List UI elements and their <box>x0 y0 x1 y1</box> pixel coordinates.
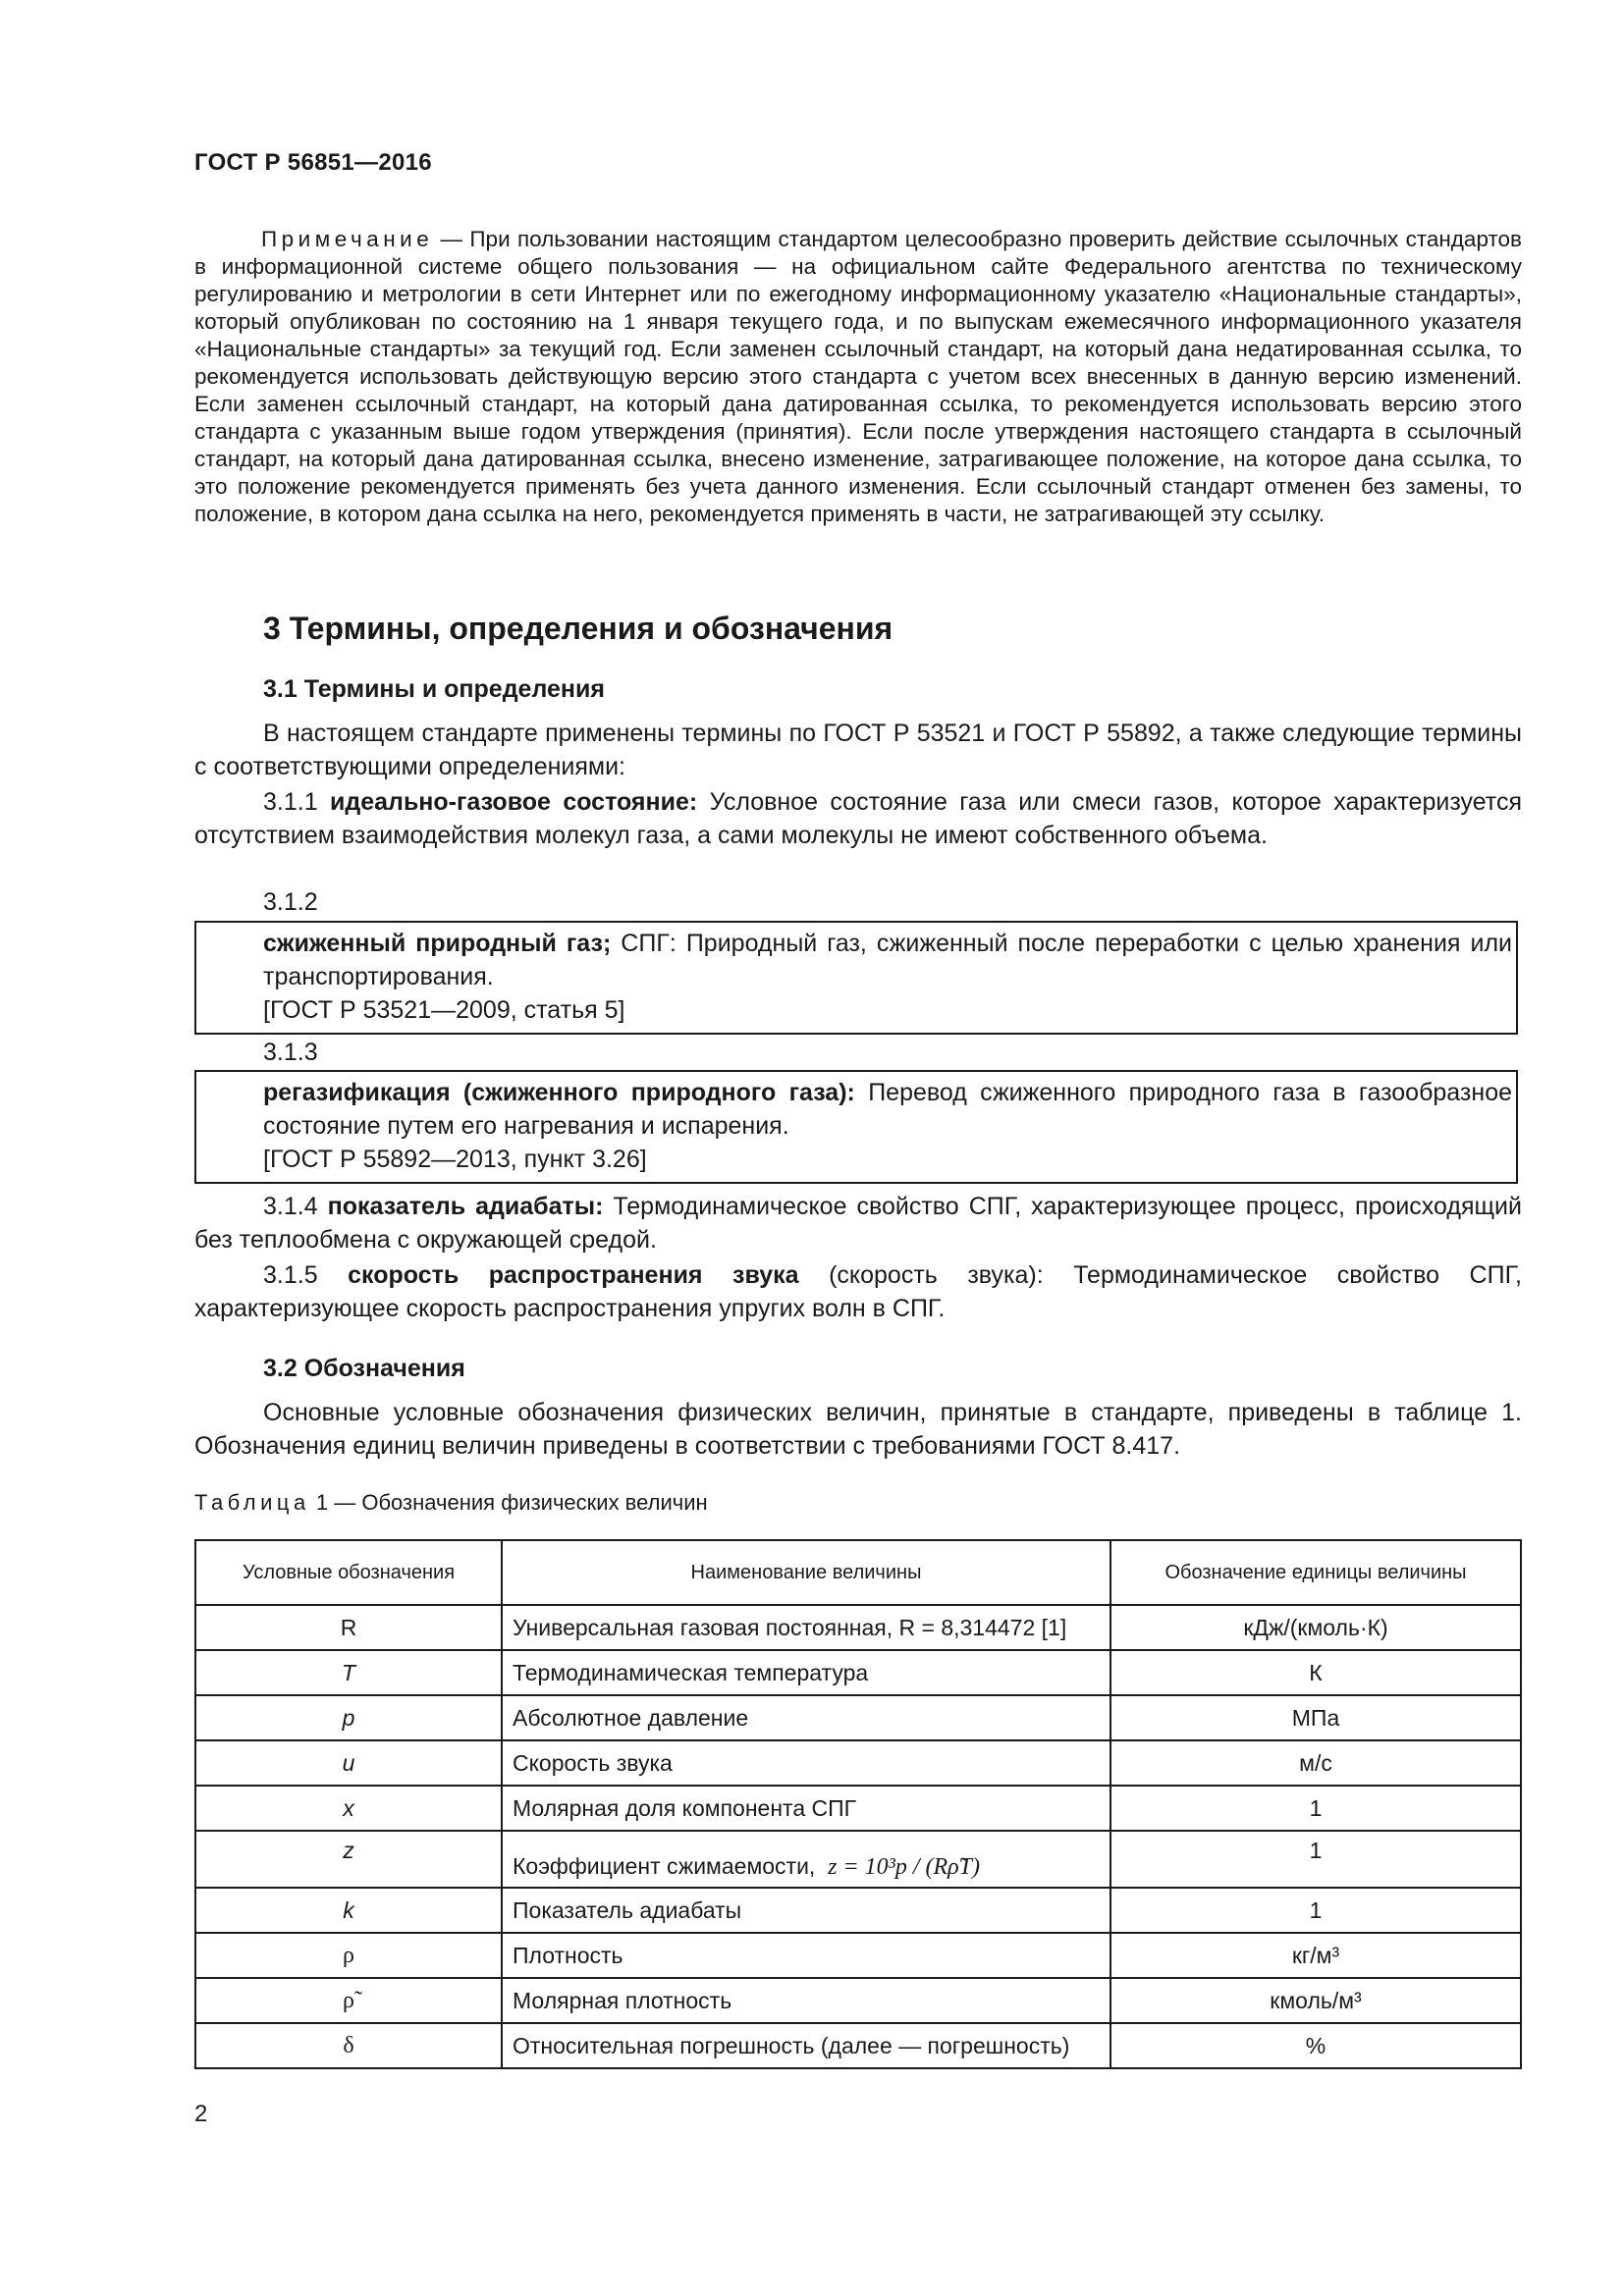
table-row <box>195 1605 1521 1650</box>
term-3-1-3-box <box>194 1070 1518 1184</box>
document-header: ГОСТ Р 56851—2016 <box>194 149 432 176</box>
symbol-cell: z <box>195 1831 502 1888</box>
unit-cell: МПа <box>1110 1695 1521 1740</box>
quantity-name-cell <box>502 1831 1110 1888</box>
unit-cell: м/с <box>1110 1740 1521 1786</box>
term-source: [ГОСТ Р 53521—2009, статья 5] <box>263 996 625 1024</box>
term-3-1-2-text <box>196 927 1516 993</box>
subsection-3-2-title: 3.2 Обозначения <box>263 1355 465 1382</box>
term-name: сжиженный природный газ; <box>263 930 612 957</box>
quantity-name-cell: Относительная погрешность (далее — погрешность) <box>502 2023 1110 2068</box>
unit-cell: кг/м³ <box>1110 1933 1521 1978</box>
term-3-1-2-box <box>194 921 1518 1035</box>
unit-cell: 1 <box>1110 1831 1521 1888</box>
quantity-name-cell: Молярная плотность <box>502 1978 1110 2023</box>
symbol-cell: ρ <box>195 1933 502 1978</box>
quantity-name-cell: Скорость звука <box>502 1740 1110 1786</box>
symbol-cell: δ <box>195 2023 502 2068</box>
table-row <box>195 1888 1521 1933</box>
symbols-table <box>194 1539 1522 2069</box>
unit-cell: 1 <box>1110 1786 1521 1831</box>
quantity-name-cell: Плотность <box>502 1933 1110 1978</box>
term-number: 3.1.1 <box>263 788 318 816</box>
term-definition: Условное состояние газа или смеси газов, которое характеризуется отсутствием взаимодействия молекул газа, а сами молекулы не имеют собственного объема. <box>194 788 1522 849</box>
term-number: 3.1.5 <box>263 1261 318 1289</box>
unit-cell: К <box>1110 1650 1521 1695</box>
symbol-cell: x <box>195 1786 502 1831</box>
unit-cell: % <box>1110 2023 1521 2068</box>
term-3-1-2-number: 3.1.2 <box>263 888 318 916</box>
term-name: скорость распространения звука <box>348 1261 799 1289</box>
symbol-cell: T <box>195 1650 502 1695</box>
term-name: идеально-газовое состояние: <box>330 788 698 816</box>
table-row <box>195 1933 1521 1978</box>
term-name: показатель адиабаты: <box>327 1193 604 1220</box>
quantity-name-cell: Универсальная газовая постоянная, R = 8,314472 [1] <box>502 1605 1110 1650</box>
term-definition: Термодинамическое свойство СПГ, характеризующее процесс, происходящий без теплообмена с окружающей средой. <box>194 1193 1522 1254</box>
symbol-cell: p <box>195 1695 502 1740</box>
term-3-1-3-text <box>196 1076 1516 1143</box>
quantity-name-cell: Показатель адиабаты <box>502 1888 1110 1933</box>
table-row <box>195 1695 1521 1740</box>
unit-cell: 1 <box>1110 1888 1521 1933</box>
quantity-name-cell: Абсолютное давление <box>502 1695 1110 1740</box>
table-row <box>195 1650 1521 1695</box>
quantity-name-cell: Молярная доля компонента СПГ <box>502 1786 1110 1831</box>
term-3-1-3-number: 3.1.3 <box>263 1039 318 1066</box>
table-row <box>195 1786 1521 1831</box>
table-row <box>195 2023 1521 2068</box>
symbol-cell: u <box>195 1740 502 1786</box>
symbol-cell: ρ̃ <box>195 1978 502 2023</box>
note-text: — При пользовании настоящим стандартом целесообразно проверить действие ссылочных стандартов в информационной системе общего пользования — на официальном сайте Федерального агентства по техническому регулированию и метрологии в сети Интернет или по ежегодному информационному указателю «Национальные стандарты», который опубликован по состоянию на 1 января текущего года, и по выпускам ежемесячного информационного указателя «Национальные стандарты» за текущий год. Если заменен ссылочный стандарт, на который дана недатированная ссылка, то рекомендуется использовать действующую версию этого стандарта с учетом всех внесенных в данную версию изменений. Если заменен ссылочный стандарт, на который дана датированная ссылка, то рекомендуется использовать версию этого стандарта с указанным выше годом утверждения (принятия). Если после утверждения настоящего стандарта в ссылочный стандарт, на который дана датированная ссылка, внесено изменение, затрагивающее положение, на которое дана ссылка, то это положение рекомендуется применять без учета данного изменения. Если ссылочный стандарт отменен без замены, то положение, в котором дана ссылка на него, рекомендуется применять в части, не затрагивающей эту ссылку. <box>194 227 1522 526</box>
symbol-cell: k <box>195 1888 502 1933</box>
note-label: Примечание <box>261 227 434 251</box>
table-header-row <box>195 1540 1521 1605</box>
term-3-1-4 <box>194 1190 1522 1256</box>
term-definition: (скорость звука): Термодинамическое свойство СПГ, характеризующее скорость распространения упругих волн в СПГ. <box>194 1261 1522 1322</box>
column-header: Условные обозначения <box>195 1540 502 1605</box>
terms-intro: В настоящем стандарте применены термины по ГОСТ Р 53521 и ГОСТ Р 55892, а также следующие термины с соответствующими определениями: <box>194 720 1522 780</box>
term-3-1-1 <box>194 785 1522 852</box>
unit-cell: кмоль/м³ <box>1110 1978 1521 2023</box>
table-caption-text: 1 — Обозначения физических величин <box>309 1490 708 1515</box>
reference-note <box>194 226 1522 528</box>
table-caption <box>194 1490 708 1516</box>
section-3-title: 3 Термины, определения и обозначения <box>263 611 893 646</box>
unit-cell: кДж/(кмоль·К) <box>1110 1605 1521 1650</box>
quantity-name-cell: Термодинамическая температура <box>502 1650 1110 1695</box>
symbol-cell: R <box>195 1605 502 1650</box>
column-header: Наименование величины <box>502 1540 1110 1605</box>
page-number: 2 <box>194 2101 208 2127</box>
term-definition: СПГ: Природный газ, сжиженный после переработки с целью хранения или транспортирования. <box>263 930 1512 990</box>
term-definition: Перевод сжиженного природного газа в газообразное состояние путем его нагревания и испарения. <box>263 1079 1513 1140</box>
term-3-1-5 <box>194 1258 1522 1325</box>
subsection-3-1-title: 3.1 Термины и определения <box>263 675 605 703</box>
term-number: 3.1.4 <box>263 1193 318 1220</box>
designations-intro: Основные условные обозначения физических величин, принятые в стандарте, приведены в таблице 1. Обозначения единиц величин приведены в соответствии с требованиями ГОСТ 8.417. <box>194 1399 1522 1460</box>
term-source: [ГОСТ Р 55892—2013, пункт 3.26] <box>263 1146 647 1173</box>
table-row <box>195 1740 1521 1786</box>
table-caption-label: Таблица <box>194 1490 310 1515</box>
quantity-name: Коэффициент сжимаемости, <box>513 1853 816 1879</box>
table-row <box>195 1978 1521 2023</box>
column-header: Обозначение единицы величины <box>1110 1540 1521 1605</box>
table-row <box>195 1831 1521 1888</box>
compressibility-formula: z = 10³p / (Rρ̃T) <box>828 1854 981 1880</box>
term-name: регазификация (сжиженного природного газа): <box>263 1079 855 1106</box>
